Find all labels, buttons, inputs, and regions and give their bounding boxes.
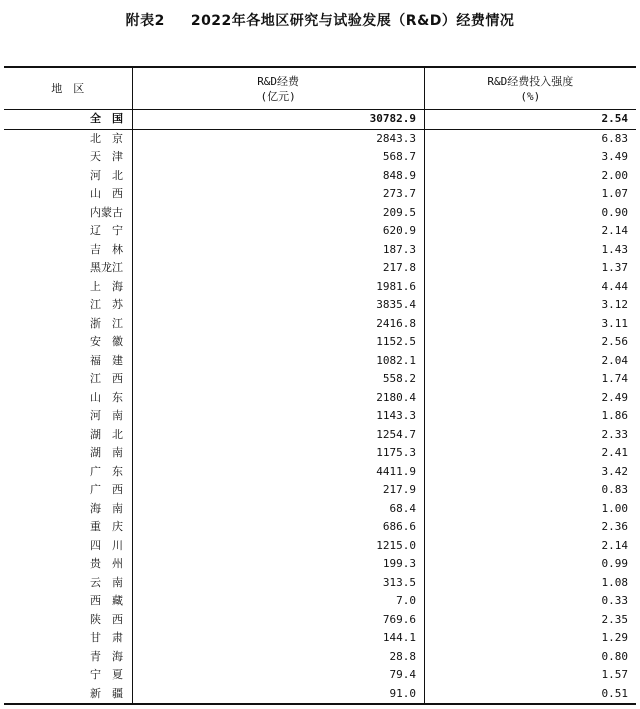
intensity-cell: 2.49	[424, 389, 636, 408]
region-cell: 湖 南	[90, 446, 123, 459]
intensity-cell: 1.43	[424, 241, 636, 260]
region-cell: 宁 夏	[90, 668, 123, 681]
region-cell: 陕 西	[90, 612, 123, 626]
expenditure-cell: 273.7	[132, 185, 424, 204]
intensity-cell: 3.12	[424, 296, 636, 315]
region-cell: 青 海	[90, 649, 123, 663]
region-cell: 全 国	[90, 112, 123, 125]
table-row	[4, 389, 636, 408]
intensity-cell: 1.74	[424, 370, 636, 389]
table-row	[4, 352, 636, 371]
region-cell: 山 西	[90, 187, 123, 200]
region-cell: 山 东	[90, 390, 123, 404]
table-row	[4, 241, 636, 260]
expenditure-cell: 91.0	[132, 685, 424, 704]
intensity-cell: 6.83	[424, 130, 636, 149]
intensity-cell: 0.80	[424, 648, 636, 667]
table-row	[4, 333, 636, 352]
expenditure-cell: 1152.5	[132, 333, 424, 352]
region-cell: 吉 林	[90, 242, 123, 256]
intensity-cell: 2.00	[424, 167, 636, 186]
expenditure-cell: 2843.3	[132, 130, 424, 149]
table-title-text: 2022年各地区研究与试验发展（R&D）经费情况	[190, 13, 515, 29]
table-row	[4, 518, 636, 537]
header-intensity-unit: (%)	[520, 89, 541, 103]
table-row-total	[4, 110, 636, 130]
intensity-cell: 0.90	[424, 204, 636, 223]
region-cell: 云 南	[90, 575, 123, 589]
header-region	[4, 68, 132, 109]
expenditure-cell: 28.8	[132, 648, 424, 667]
table-row	[4, 426, 636, 445]
region-cell: 上 海	[90, 279, 123, 293]
intensity-cell: 3.49	[424, 148, 636, 167]
table-row	[4, 407, 636, 426]
region-cell: 河 南	[90, 409, 123, 422]
region-cell: 辽 宁	[90, 224, 123, 237]
region-cell: 广 东	[90, 464, 123, 478]
intensity-cell: 2.54	[424, 110, 636, 129]
region-cell: 重 庆	[90, 520, 123, 533]
header-expenditure-label: R&D经费	[257, 74, 300, 88]
intensity-cell: 2.14	[424, 537, 636, 556]
expenditure-cell: 3835.4	[132, 296, 424, 315]
region-cell: 天 津	[90, 150, 123, 163]
header-region-label: 地 区	[51, 82, 85, 95]
region-cell: 四 川	[90, 538, 123, 552]
table-row	[4, 370, 636, 389]
table-row	[4, 296, 636, 315]
table-body	[4, 110, 636, 703]
intensity-cell: 1.07	[424, 185, 636, 204]
expenditure-cell: 144.1	[132, 629, 424, 648]
region-cell: 贵 州	[90, 557, 123, 570]
expenditure-cell: 1082.1	[132, 352, 424, 371]
rd-expenditure-table	[4, 66, 636, 705]
expenditure-cell: 7.0	[132, 592, 424, 611]
expenditure-cell: 209.5	[132, 204, 424, 223]
table-row	[4, 204, 636, 223]
region-cell: 浙 江	[90, 316, 123, 330]
expenditure-cell: 1175.3	[132, 444, 424, 463]
expenditure-cell: 30782.9	[132, 110, 424, 129]
intensity-cell: 2.36	[424, 518, 636, 537]
table-row	[4, 537, 636, 556]
table-header	[4, 68, 636, 110]
expenditure-cell: 2416.8	[132, 315, 424, 334]
page-title	[0, 10, 640, 30]
expenditure-cell: 4411.9	[132, 463, 424, 482]
intensity-cell: 2.41	[424, 444, 636, 463]
table-row	[4, 259, 636, 278]
region-cell: 福 建	[90, 353, 123, 367]
intensity-cell: 3.42	[424, 463, 636, 482]
header-intensity	[424, 68, 636, 109]
expenditure-cell: 217.9	[132, 481, 424, 500]
region-cell: 内蒙古	[90, 205, 123, 219]
intensity-cell: 1.37	[424, 259, 636, 278]
table-bottom-rule	[4, 703, 636, 705]
intensity-cell: 2.56	[424, 333, 636, 352]
expenditure-cell: 1254.7	[132, 426, 424, 445]
table-number: 附表2	[125, 13, 165, 29]
table-row	[4, 500, 636, 519]
expenditure-cell: 848.9	[132, 167, 424, 186]
header-expenditure	[132, 68, 424, 109]
expenditure-cell: 68.4	[132, 500, 424, 519]
region-cell: 北 京	[90, 131, 123, 145]
region-cell: 黑龙江	[90, 261, 123, 274]
intensity-cell: 3.11	[424, 315, 636, 334]
region-cell: 河 北	[90, 168, 123, 182]
region-cell: 江 西	[90, 372, 123, 385]
expenditure-cell: 199.3	[132, 555, 424, 574]
expenditure-cell: 187.3	[132, 241, 424, 260]
expenditure-cell: 217.8	[132, 259, 424, 278]
intensity-cell: 4.44	[424, 278, 636, 297]
intensity-cell: 1.57	[424, 666, 636, 685]
intensity-cell: 2.33	[424, 426, 636, 445]
expenditure-cell: 558.2	[132, 370, 424, 389]
table-row	[4, 222, 636, 241]
table-row	[4, 148, 636, 167]
header-intensity-label: R&D经费投入强度	[487, 74, 574, 88]
table-row	[4, 463, 636, 482]
expenditure-cell: 1981.6	[132, 278, 424, 297]
table-row	[4, 592, 636, 611]
expenditure-cell: 1215.0	[132, 537, 424, 556]
intensity-cell: 0.99	[424, 555, 636, 574]
expenditure-cell: 2180.4	[132, 389, 424, 408]
region-cell: 新 疆	[90, 686, 123, 700]
region-cell: 广 西	[90, 483, 123, 496]
intensity-cell: 0.51	[424, 685, 636, 704]
intensity-cell: 1.00	[424, 500, 636, 519]
expenditure-cell: 620.9	[132, 222, 424, 241]
intensity-cell: 2.04	[424, 352, 636, 371]
table-row	[4, 444, 636, 463]
header-expenditure-unit: (亿元)	[260, 89, 296, 103]
table-row	[4, 629, 636, 648]
expenditure-cell: 1143.3	[132, 407, 424, 426]
table-row	[4, 130, 636, 149]
region-cell: 湖 北	[90, 427, 123, 441]
region-cell: 江 苏	[90, 298, 123, 311]
expenditure-cell: 686.6	[132, 518, 424, 537]
table-row	[4, 685, 636, 704]
intensity-cell: 0.33	[424, 592, 636, 611]
intensity-cell: 1.86	[424, 407, 636, 426]
region-cell: 海 南	[90, 501, 123, 515]
table-row	[4, 648, 636, 667]
expenditure-cell: 769.6	[132, 611, 424, 630]
table-row	[4, 555, 636, 574]
table-row	[4, 278, 636, 297]
region-cell: 西 藏	[90, 594, 123, 607]
table-row	[4, 611, 636, 630]
table-row	[4, 481, 636, 500]
expenditure-cell: 568.7	[132, 148, 424, 167]
table-row	[4, 574, 636, 593]
intensity-cell: 1.29	[424, 629, 636, 648]
intensity-cell: 2.14	[424, 222, 636, 241]
region-cell: 安 徽	[90, 335, 123, 348]
intensity-cell: 2.35	[424, 611, 636, 630]
table-row	[4, 666, 636, 685]
intensity-cell: 0.83	[424, 481, 636, 500]
table-row	[4, 315, 636, 334]
expenditure-cell: 313.5	[132, 574, 424, 593]
expenditure-cell: 79.4	[132, 666, 424, 685]
region-cell: 甘 肃	[90, 631, 123, 644]
table-row	[4, 167, 636, 186]
intensity-cell: 1.08	[424, 574, 636, 593]
table-row	[4, 185, 636, 204]
